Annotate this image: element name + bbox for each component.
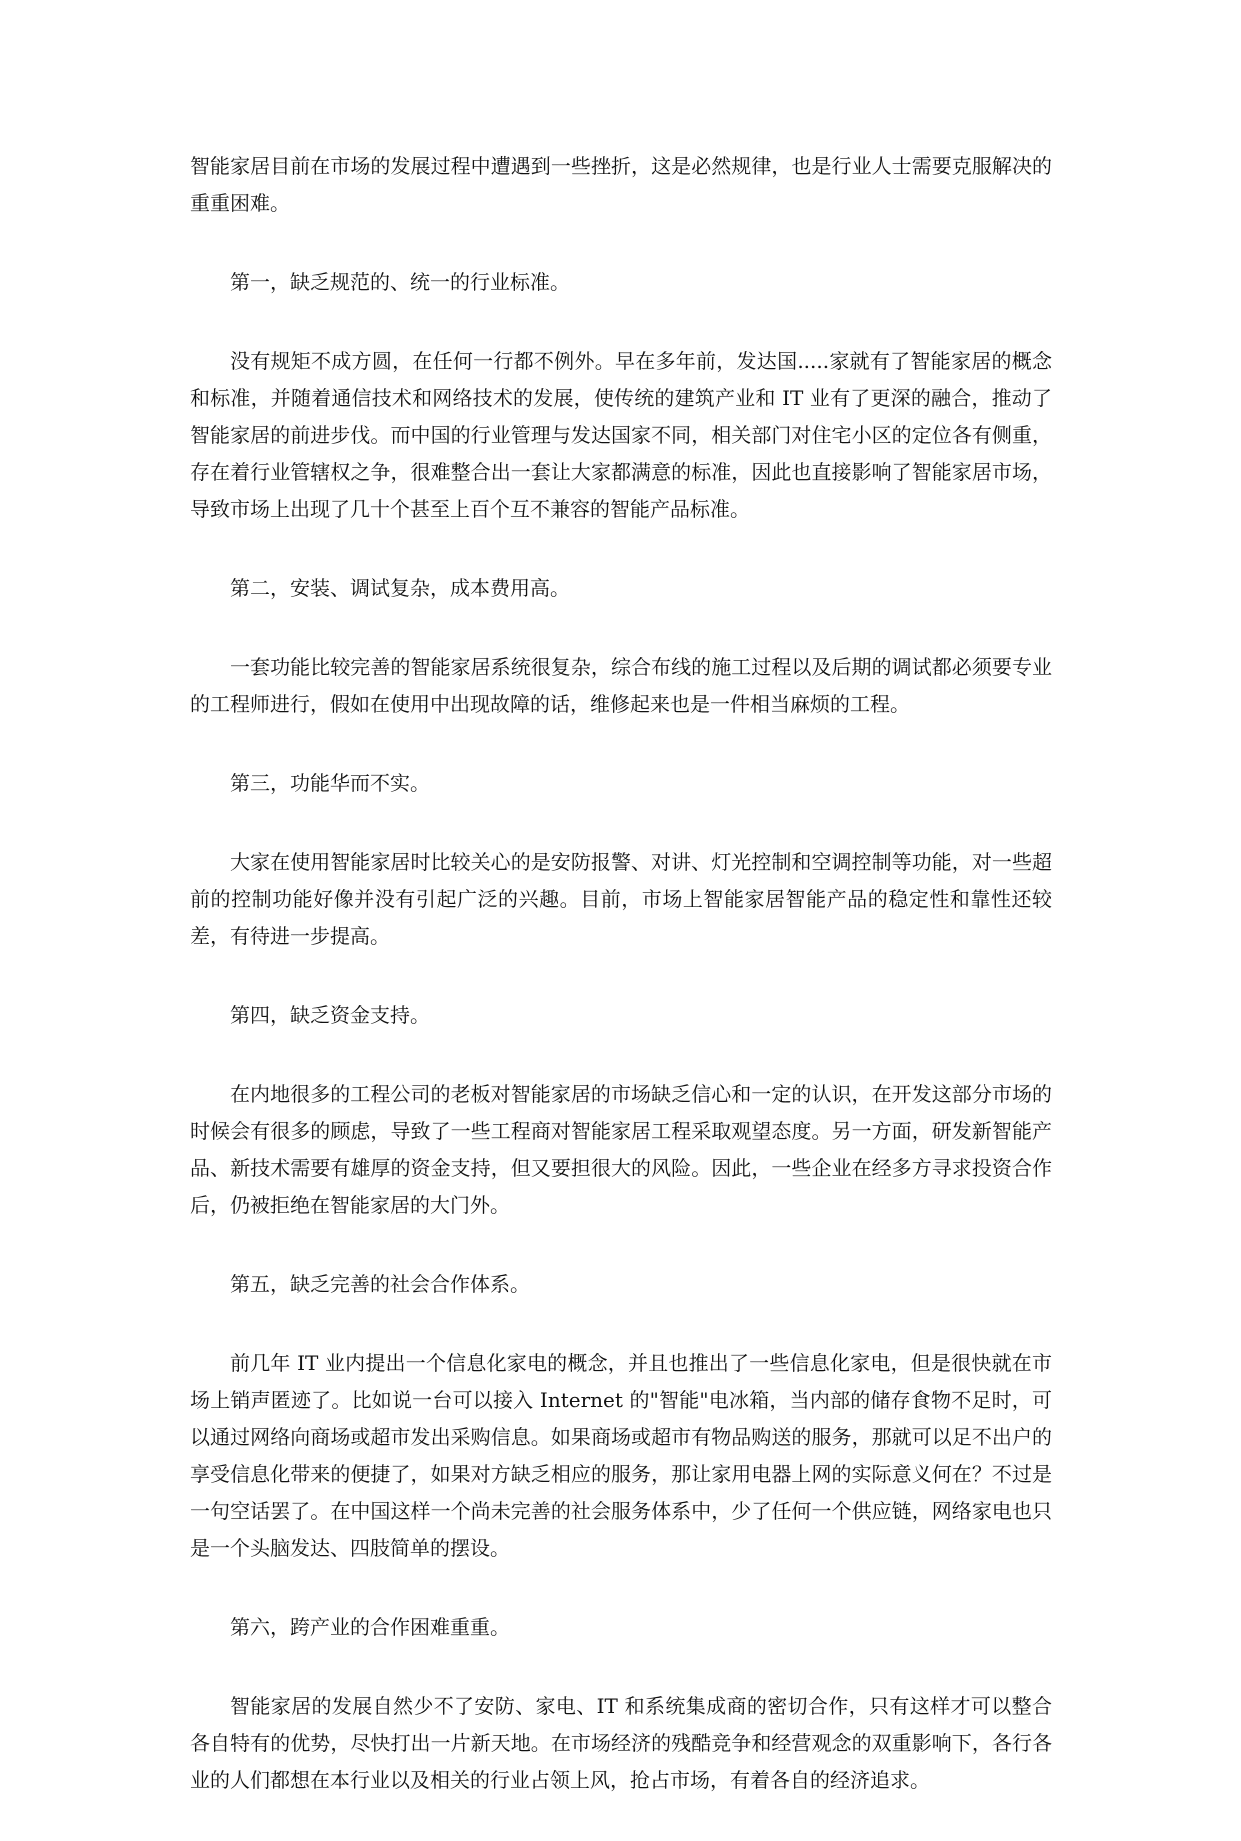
section-heading-5: 第五，缺乏完善的社会合作体系。 (230, 1272, 530, 1296)
section-heading-2: 第二，安装、调试复杂，成本费用高。 (230, 576, 570, 600)
section-heading-6: 第六，跨产业的合作困难重重。 (230, 1615, 510, 1639)
section-heading-3: 第三，功能华而不实。 (230, 771, 430, 795)
section-body-6: 智能家居的发展自然少不了安防、家电、IT 和系统集成商的密切合作，只有这样才可以整合各自特有的优势，尽快打出一片新天地。在市场经济的残酷竞争和经营观念的双重影响下，各行各业的人们都想在本行业以及相关的行业占领上风，抢占市场，有着各自的经济追求。 (190, 1694, 1052, 1792)
section-heading-1: 第一，缺乏规范的、统一的行业标准。 (230, 270, 570, 294)
document-page (190, 148, 1052, 1841)
section-heading-4: 第四，缺乏资金支持。 (230, 1003, 430, 1027)
section-body-2: 一套功能比较完善的智能家居系统很复杂，综合布线的施工过程以及后期的调试都必须要专业的工程师进行，假如在使用中出现故障的话，维修起来也是一件相当麻烦的工程。 (190, 655, 1052, 716)
section-body-1: 没有规矩不成方圆，在任何一行都不例外。早在多年前，发达国.....家就有了智能家居的概念和标准，并随着通信技术和网络技术的发展，使传统的建筑产业和 IT 业有了更深的融合，推动了智能家居的前进步伐。而中国的行业管理与发达国家不同，相关部门对住宅小区的定位各有侧重，存在着行业管辖权之争，很难整合出一套让大家都满意的标准，因此也直接影响了智能家居市场，导致市场上出现了几十个甚至上百个互不兼容的智能产品标准。 (190, 349, 1052, 521)
section-body-4: 在内地很多的工程公司的老板对智能家居的市场缺乏信心和一定的认识，在开发这部分市场的时候会有很多的顾虑，导致了一些工程商对智能家居工程采取观望态度。另一方面，研发新智能产品、新技术需要有雄厚的资金支持，但又要担很大的风险。因此，一些企业在经多方寻求投资合作后，仍被拒绝在智能家居的大门外。 (190, 1082, 1052, 1217)
section-body-5: 前几年 IT 业内提出一个信息化家电的概念，并且也推出了一些信息化家电，但是很快就在市场上销声匿迹了。比如说一台可以接入 Internet 的"智能"电冰箱，当内部的储存食物不足时，可以通过网络向商场或超市发出采购信息。如果商场或超市有物品购送的服务，那就可以足不出户的享受信息化带来的便捷了，如果对方缺乏相应的服务，那让家用电器上网的实际意义何在？不过是一句空话罢了。在中国这样一个尚未完善的社会服务体系中，少了任何一个供应链，网络家电也只是一个头脑发达、四肢简单的摆设。 (190, 1351, 1052, 1560)
intro-paragraph: 智能家居目前在市场的发展过程中遭遇到一些挫折，这是必然规律，也是行业人士需要克服解决的重重困难。 (190, 154, 1052, 215)
section-body-3: 大家在使用智能家居时比较关心的是安防报警、对讲、灯光控制和空调控制等功能，对一些超前的控制功能好像并没有引起广泛的兴趣。目前，市场上智能家居智能产品的稳定性和靠性还较差，有待进一步提高。 (190, 850, 1052, 948)
